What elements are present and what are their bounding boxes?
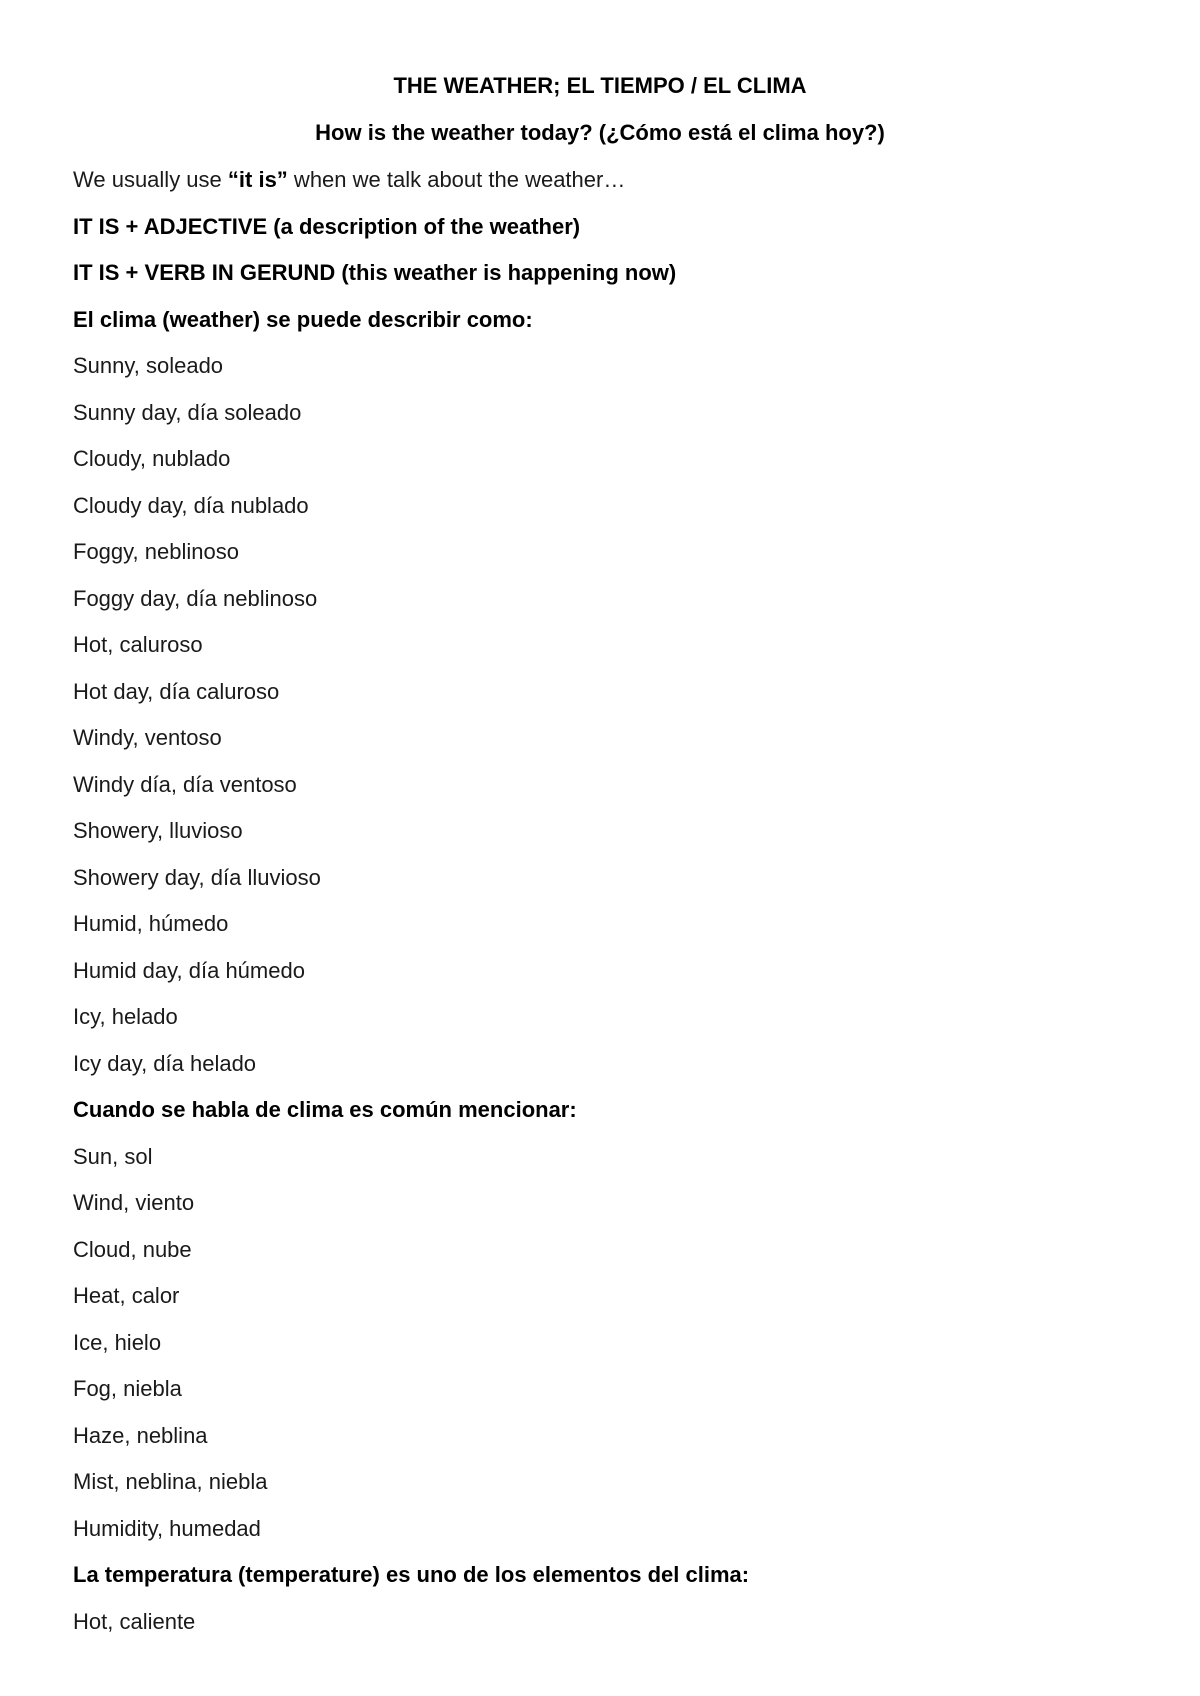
list-item: Cloudy day, día nublado [73,493,309,518]
list-item: Hot, caluroso [73,632,203,657]
list-item: Windy, ventoso [73,725,222,750]
list-item: Foggy day, día neblinoso [73,586,318,611]
list-item: Mist, neblina, niebla [73,1469,268,1494]
list-item: Wind, viento [73,1190,195,1215]
list-item: Windy día, día ventoso [73,772,297,797]
list-item: Humidity, humedad [73,1516,261,1541]
section-describe-heading: El clima (weather) se puede describir como: [73,307,533,332]
intro-emphasis: “it is” [227,167,288,192]
intro-after: when we talk about the weather… [287,167,626,192]
rule-adjective: IT IS + ADJECTIVE (a description of the weather) [73,214,581,239]
rule-gerund: IT IS + VERB IN GERUND (this weather is happening now) [73,260,677,285]
list-item: Haze, neblina [73,1423,208,1448]
section-temperature-heading: La temperatura (temperature) es uno de los elementos del clima: [73,1562,750,1587]
list-item: Sunny day, día soleado [73,400,302,425]
list-item: Heat, calor [73,1283,180,1308]
list-item: Hot day, día caluroso [73,679,280,704]
list-item: Icy day, día helado [73,1051,257,1076]
intro-before: We usually use [73,167,228,192]
list-item: Fog, niebla [73,1376,182,1401]
list-item: Showery, lluvioso [73,818,243,843]
list-item: Showery day, día lluvioso [73,865,321,890]
list-item: Humid day, día húmedo [73,958,305,983]
section-mention-heading: Cuando se habla de clima es común mencionar: [73,1097,577,1122]
list-item: Hot, caliente [73,1609,196,1634]
list-item: Humid, húmedo [73,911,229,936]
list-item: Icy, helado [73,1004,178,1029]
list-item: Ice, hielo [73,1330,162,1355]
list-item: Foggy, neblinoso [73,539,239,564]
intro-paragraph [73,165,625,195]
page-subtitle: How is the weather today? (¿Cómo está el clima hoy?) [315,120,885,145]
list-item: Cloud, nube [73,1237,192,1262]
list-item: Cloudy, nublado [73,446,231,471]
page-title: THE WEATHER; EL TIEMPO / EL CLIMA [393,73,807,98]
list-item: Sunny, soleado [73,353,224,378]
list-item: Sun, sol [73,1144,153,1169]
